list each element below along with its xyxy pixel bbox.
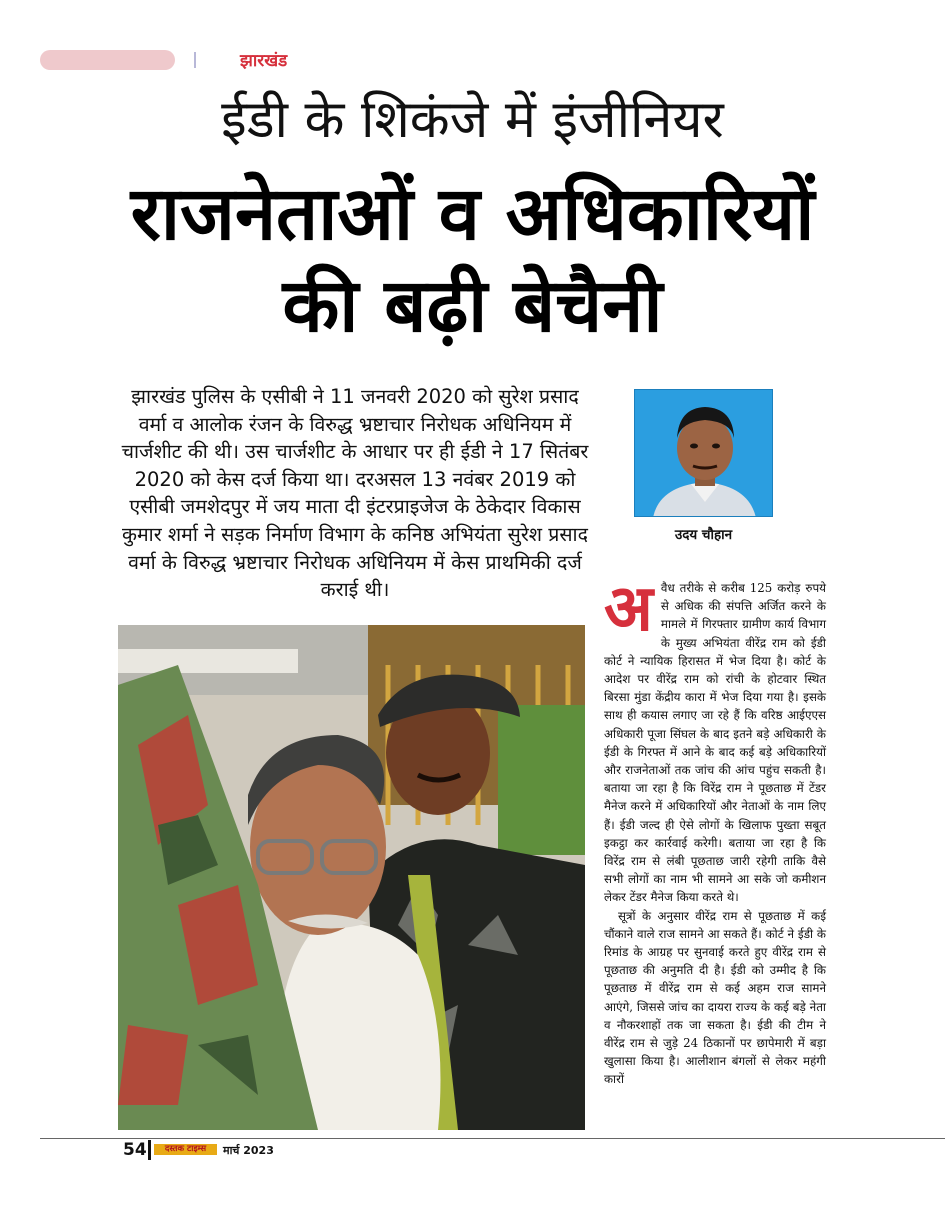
author-portrait-image bbox=[635, 390, 773, 517]
issue-date: मार्च 2023 bbox=[223, 1144, 274, 1157]
arrest-scene-image bbox=[118, 625, 585, 1130]
section-marker bbox=[40, 50, 175, 70]
footer-rule bbox=[40, 1138, 945, 1139]
headline-line-2: की बढ़ी बेचैनी bbox=[282, 263, 663, 349]
section-label: झारखंड bbox=[240, 51, 288, 71]
kicker-headline: ईडी के शिकंजे में इंजीनियर bbox=[221, 90, 724, 150]
news-photo bbox=[118, 625, 585, 1130]
masthead-logo: दस्तक टाइम्स bbox=[154, 1144, 217, 1155]
main-headline bbox=[0, 168, 945, 352]
headline-line-1: राजनेताओं व अधिकारियों bbox=[130, 171, 815, 257]
body-paragraph-2: सूत्रों के अनुसार वीरेंद्र राम से पूछताछ में कई चौंकाने वाले राज सामने आ सकते हैं। कोर्ट ने ईडी के रिमांड के आग्रह पर सुनवाई करते हुए वीरेंद्र राम से पूछताछ की अनुमति दी है। ईडी को उम्मीद है कि पूछताछ में वीरेंद्र राम से कई अहम राज सामने आएंगे, जिससे जांच का दायरा राज्य के कई बड़े नेता व नौकरशाहों तक जा सकता है। ईडी की टीम ने वीरेंद्र राम से जुड़े 24 ठिकानों पर छापेमारी में बड़ा खुलासा किया है। आलीशान बंगलों से लेकर महंगी कारों bbox=[604, 908, 826, 1087]
body-paragraph-1: वैध तरीके से करीब 125 करोड़ रुपये से अधिक की संपत्ति अर्जित करने के मामले में गिरफ्तार ग्रामीण कार्य विभाग के मुख्य अभियंता वीरेंद्र राम को ईडी कोर्ट ने न्यायिक हिरासत में भेज दिया है। कोर्ट के आदेश पर वीरेंद्र राम को रांची के होटवार स्थित बिरसा मुंडा केंद्रीय कारा में भेज दिया गया है। इसके साथ ही कयास लगाए जा रहे हैं कि वरिष्ठ आईएएस अधिकारी पूजा सिंघल के बाद इतने बड़े अधिकारी के ईडी के गिरफ्त में आने के बाद कई बड़े अधिकारियों और राजनेताओं तक जांच की आंच पहुंच सकती है। बताया जा रहा है कि विरेंद्र राम ने पूछताछ में टेंडर मैनेज करने में अधिकारियों और नेताओं के नाम लिए हैं। ईडी जल्द ही ऐसे लोगों के खिलाफ पुख्ता सबूत इकट्ठा कर कार्रवाई करेगी। बताया जा रहा है कि विरेंद्र राम से लंबी पूछताछ जारी रहेगी ताकि वैसे सभी लोगों का नाम भी सामने आ सके जो कमीशन लेकर टेंडर मैनेज किया करते थे। bbox=[604, 581, 826, 905]
intro-paragraph: झारखंड पुलिस के एसीबी ने 11 जनवरी 2020 को सुरेश प्रसाद वर्मा व आलोक रंजन के विरुद्ध भ्रष्टाचार निरोधक अधिनियम में चार्जशीट की थी। उस चार्जशीट के आधार पर ही ईडी ने 17 सितंबर 2020 को केस दर्ज किया था। दरअसल 13 नवंबर 2019 को एसीबी जमशेदपुर में जय माता दी इंटरप्राइजेज के ठेकेदार विकास कुमार शर्मा ने सड़क निर्माण विभाग के कनिष्ठ अभियंता सुरेश प्रसाद वर्मा के विरुद्ध भ्रष्टाचार निरोधक अधिनियम में केस प्राथमिकी दर्ज कराई थी। bbox=[121, 385, 589, 602]
dropcap-letter: अ bbox=[604, 572, 653, 646]
page-number: 54 bbox=[123, 1140, 147, 1160]
footer-separator bbox=[148, 1140, 151, 1160]
author-name: उदय चौहान bbox=[674, 527, 733, 543]
article-body bbox=[604, 572, 826, 1089]
section-separator bbox=[194, 52, 196, 68]
author-photo bbox=[634, 389, 773, 517]
